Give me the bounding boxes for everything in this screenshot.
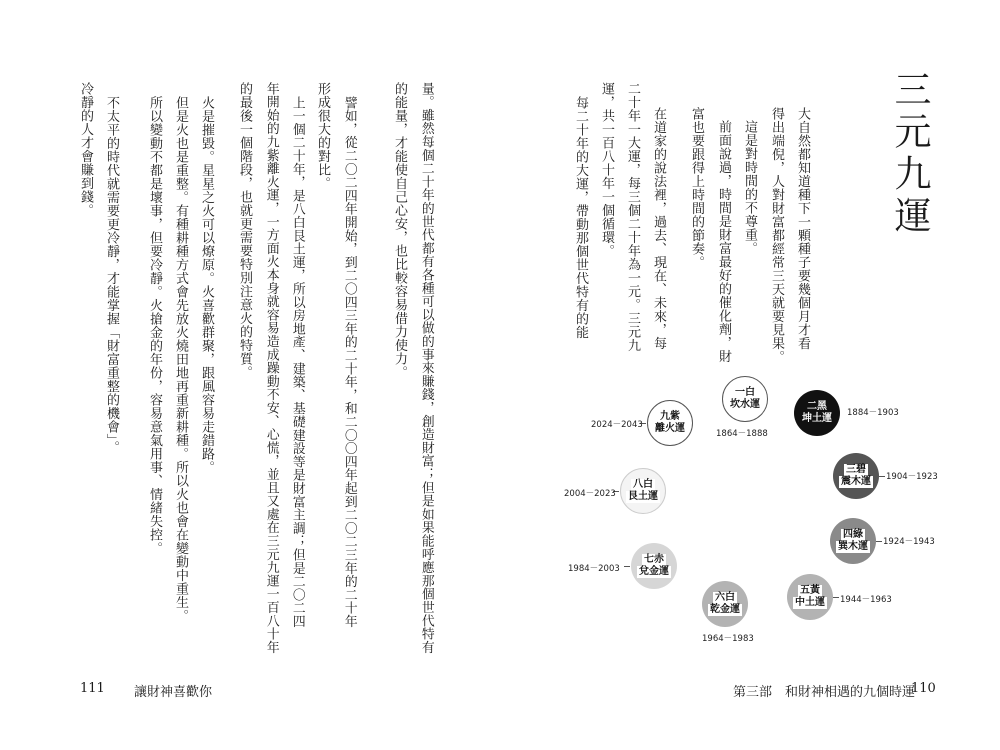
cycle-node xyxy=(702,581,748,627)
body-line: 冷靜的人才會賺到錢。 xyxy=(78,82,93,217)
body-line: 的能量，才能使自己心安，也比較容易借力使力。 xyxy=(392,82,407,379)
body-line: 前面說過，時間是財富最好的催化劑，財 xyxy=(716,120,731,363)
leader-line xyxy=(833,597,839,598)
body-line: 上一個二十年，是八白艮土運，所以房地產、建築、基礎建設等是財富主調；但是二〇二四 xyxy=(289,96,305,628)
right-page-number: 110 xyxy=(911,681,936,696)
leader-line xyxy=(876,541,882,542)
body-line: 量。雖然每個二十年的世代都有各種可以做的事來賺錢，創造財富；但是如果能呼應那個世代特有 xyxy=(418,82,434,654)
cycle-name: 離火運 xyxy=(655,423,685,434)
cycle-name: 巽木運 xyxy=(838,541,868,552)
body-line: 譬如，從二〇二四年開始，到二〇四三年的二十年，和二〇〇四年起到二〇二三年的二十年 xyxy=(341,96,357,628)
body-line: 二十年一大運，每三個二十年為一元。三元九 xyxy=(625,82,640,352)
body-line: 運，共一百八十年一個循環。 xyxy=(599,82,614,258)
body-line: 但是火也是重整。有種耕種方式會先放火燒田地再重新耕種。所以火也會在變動中重生。 xyxy=(173,96,188,623)
body-line: 這是對時間的不尊重。 xyxy=(742,120,757,255)
cycle-name: 兌金運 xyxy=(639,566,669,577)
cycle-years: 1884－1903 xyxy=(847,408,899,418)
cycle-number: 五黃 xyxy=(800,585,820,596)
cycle-years: 1964－1983 xyxy=(702,634,754,644)
cycle-number: 七赤 xyxy=(644,554,664,565)
cycle-node xyxy=(647,400,693,446)
body-line: 富也要跟得上時間的節奏。 xyxy=(689,107,704,269)
body-line: 不太平的時代就需要更冷靜，才能掌握「財富重整的機會」。 xyxy=(104,96,119,454)
body-line: 在道家的說法裡，過去、現在、未來，每 xyxy=(651,107,666,350)
cycle-years: 1864－1888 xyxy=(716,429,768,439)
cycle-node xyxy=(830,518,876,564)
body-line: 所以變動不都是壞事，但要冷靜。火搶金的年份，容易意氣用事、情緒失控。 xyxy=(147,96,162,555)
cycle-name: 坤土運 xyxy=(802,413,832,424)
cycle-name: 乾金運 xyxy=(710,604,740,615)
cycle-years: 1904－1923 xyxy=(886,472,938,482)
cycle-number: 四綠 xyxy=(843,529,863,540)
leader-line xyxy=(624,566,630,567)
cycle-node xyxy=(833,453,879,499)
cycle-node xyxy=(631,543,677,589)
body-line: 形成很大的對比。 xyxy=(315,82,330,190)
cycle-years: 2024－2043 xyxy=(591,420,643,430)
cycle-name: 中土運 xyxy=(795,597,825,608)
cycle-number: 二黑 xyxy=(807,401,827,412)
leader-line xyxy=(879,476,885,477)
cycle-years: 2004－2023 xyxy=(564,489,616,499)
body-line: 大自然都知道種下一顆種子要幾個月才看 xyxy=(795,107,810,350)
cycle-name: 坎水運 xyxy=(730,399,760,410)
cycle-name: 艮土運 xyxy=(628,491,658,502)
cycle-years: 1984－2003 xyxy=(568,564,620,574)
cycle-node xyxy=(722,376,768,422)
chapter-title: 三元九運 xyxy=(888,70,931,238)
cycle-node xyxy=(794,390,840,436)
left-page-number: 111 xyxy=(80,681,105,696)
cycle-years: 1944－1963 xyxy=(840,595,892,605)
cycle-node xyxy=(620,468,666,514)
cycle-number: 八白 xyxy=(633,479,653,490)
cycle-number: 六白 xyxy=(715,592,735,603)
body-line: 火是摧毀。星星之火可以燎原。火喜歡群聚，跟風容易走錯路。 xyxy=(199,96,214,474)
cycle-number: 一白 xyxy=(735,387,755,398)
cycle-number: 九紫 xyxy=(660,411,680,422)
right-running-title: 第三部 和財神相遇的九個時運 xyxy=(733,685,916,700)
body-line: 得出端倪，人對財富都經常三天就要見果。 xyxy=(769,107,784,364)
body-line: 的最後一個階段，也就更需要特別注意火的特質。 xyxy=(237,82,252,379)
body-line: 年開始的九紫離火運，一方面火本身就容易造成躁動不安、心慌，並且又處在三元九運一百八十年 xyxy=(263,82,279,654)
cycle-name: 震木運 xyxy=(841,476,871,487)
cycle-number: 三碧 xyxy=(846,464,866,475)
left-running-title: 讓財神喜歡你 xyxy=(134,685,213,700)
cycle-years: 1924－1943 xyxy=(883,537,935,547)
body-line: 每二十年的大運，帶動那個世代特有的能 xyxy=(573,96,588,339)
cycle-node xyxy=(787,574,833,620)
